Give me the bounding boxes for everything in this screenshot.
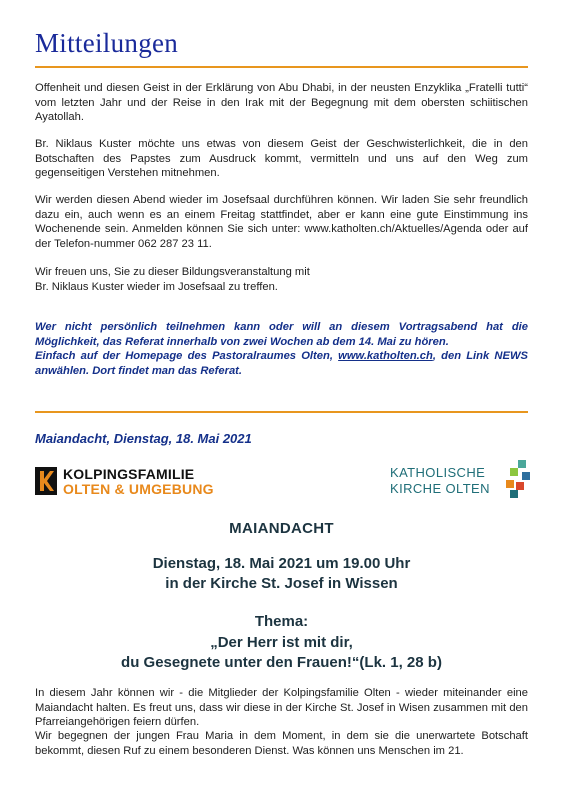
kolping-logo-line2: OLTEN & UMGEBUNG (63, 481, 214, 497)
section-heading: Maiandacht, Dienstag, 18. Mai 2021 (35, 431, 252, 446)
paragraph-intro-4-line2: Br. Niklaus Kuster wieder im Josefsaal zu treffen. (35, 280, 278, 293)
paragraph-intro-3: Wir werden diesen Abend wieder im Josefsaal durchführen können. Wir laden Sie sehr freundlich dazu ein, auch wenn es an einem Freitag stattfindet, aber er kann eine gute Einstimmung ins Wochenende sein. Anmelden können Sie sich unter: www.katholten.ch/Aktuelles/Agenda oder auf der Telefon-nummer 062 287 23 11. (35, 194, 528, 250)
notice-paragraph-1: Wer nicht persönlich teilnehmen kann oder will an diesem Vortragsabend hat die Möglichkeit, das Referat innerhalb von zwei Wochen ab dem 14. Mai zu hören. (35, 321, 528, 348)
event-date-line2: in der Kirche St. Josef in Wissen (165, 575, 398, 592)
kolping-logo (35, 465, 265, 497)
event-date-line1: Dienstag, 18. Mai 2021 um 19.00 Uhr (152, 555, 411, 572)
theme-quote-line1: „Der Herr ist mit dir, (210, 634, 353, 651)
homepage-link[interactable]: www.katholten.ch (338, 350, 433, 362)
kath-logo-line1: KATHOLISCHE (390, 465, 486, 480)
notice-paragraph-2 (35, 349, 528, 378)
colored-squares-icon (502, 460, 530, 500)
kolping-k-mark-icon (35, 467, 57, 495)
theme-label: Thema: (254, 613, 309, 630)
divider-middle (35, 411, 528, 413)
page-title: Mitteilungen (35, 28, 179, 58)
paragraph-intro-4-line1: Wir freuen uns, Sie zu dieser Bildungsveranstaltung mit (35, 266, 310, 278)
paragraph-intro-4 (35, 265, 528, 294)
paragraph-body-1: In diesem Jahr können wir - die Mitglieder der Kolpingsfamilie Olten - wieder miteinander eine Maiandacht halten. Es freut uns, dass wir diese in der Kirche St. Josef in Wisen zusammen mit den Pfarreiangehörigen feiern dürfen. (35, 687, 528, 729)
paragraph-body-2: Wir begegnen der jungen Frau Maria in dem Moment, in dem sie die unerwartete Botschaft bekommt, diesen Ruf zu einem besonderen Dienst. Was können uns Menschen im 21. (35, 730, 528, 757)
paragraph-intro-1: Offenheit und diesen Geist in der Erklärung von Abu Dhabi, in der neusten Enzyklika „Fratelli tutti“ vom letzten Jahr und der Reise in den Irak mit der Begegnung mit dem obersten schiitischen Ayatollah. (35, 82, 528, 124)
theme-quote-line2: du Gesegnete unter den Frauen!“(Lk. 1, 28 b) (121, 654, 442, 671)
notice-text-before: Einfach auf der Homepage des Pastoralraumes Olten, (35, 350, 339, 362)
katholische-kirche-logo (390, 460, 530, 500)
event-title: MAIANDACHT (229, 520, 334, 537)
kath-logo-line2: KIRCHE OLTEN (390, 481, 490, 496)
kolping-logo-line1: KOLPINGSFAMILIE (63, 466, 195, 482)
divider-top (35, 66, 528, 68)
notice-text-after: , den Link NEWS anwählen. Dort findet man das Referat. (35, 350, 528, 377)
paragraph-intro-2: Br. Niklaus Kuster möchte uns etwas von diesem Geist der Geschwisterlichkeit, die in den Botschaften des Papstes zum Ausdruck kommt, vermitteln und uns auf den Weg zum gegenseitigen Verstehen mitnehmen. (35, 138, 528, 180)
